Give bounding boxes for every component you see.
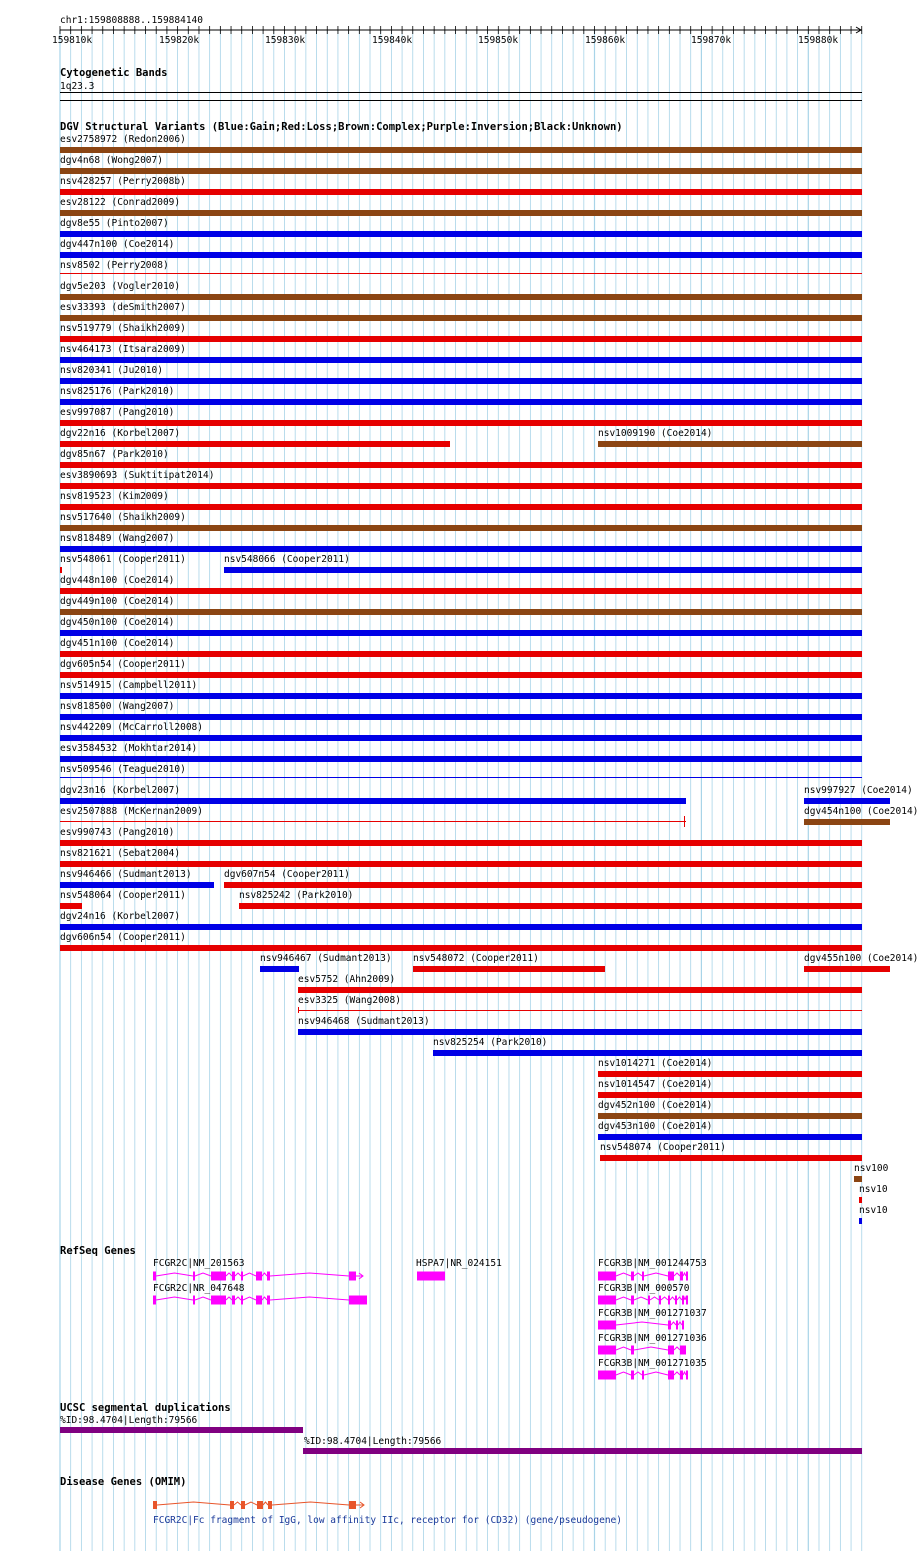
dgv-feature-label[interactable]: esv28122 (Conrad2009) bbox=[60, 197, 181, 208]
track-title-refseq[interactable]: RefSeq Genes bbox=[60, 1245, 136, 1257]
dgv-feature-label[interactable]: nsv548074 (Cooper2011) bbox=[600, 1142, 726, 1153]
refseq-gene-label[interactable]: FCGR3B|NM_000570 bbox=[598, 1283, 690, 1294]
dgv-feature-label[interactable]: nsv946468 (Sudmant2013) bbox=[298, 1016, 430, 1027]
dgv-feature-label[interactable]: dgv451n100 (Coe2014) bbox=[60, 638, 175, 649]
refseq-gene-label[interactable]: HSPA7|NR_024151 bbox=[416, 1258, 502, 1269]
track-title-omim[interactable]: Disease Genes (OMIM) bbox=[60, 1476, 187, 1488]
dgv-feature-label[interactable]: nsv464173 (Itsara2009) bbox=[60, 344, 186, 355]
dgv-feature-label[interactable]: nsv1014271 (Coe2014) bbox=[598, 1058, 713, 1069]
dgv-feature-label[interactable]: nsv1009190 (Coe2014) bbox=[598, 428, 713, 439]
dgv-feature-label[interactable]: esv3325 (Wang2008) bbox=[298, 995, 401, 1006]
ruler-tick-label: 159830k bbox=[265, 35, 306, 46]
dgv-feature-label[interactable]: dgv455n100 (Coe2014) bbox=[804, 953, 918, 964]
dgv-feature-label[interactable]: nsv428257 (Perry2008b) bbox=[60, 176, 186, 187]
dgv-feature-label[interactable]: nsv10 bbox=[859, 1205, 888, 1216]
exon bbox=[349, 1501, 356, 1509]
dgv-feature-label[interactable]: nsv548061 (Cooper2011) bbox=[60, 554, 186, 565]
refseq-gene-label[interactable]: FCGR2C|NR_047648 bbox=[153, 1283, 245, 1294]
dgv-feature-label[interactable]: nsv825242 (Park2010) bbox=[239, 890, 354, 901]
dgv-feature-label[interactable]: dgv5e203 (Vogler2010) bbox=[60, 281, 181, 292]
dgv-feature-label[interactable]: esv3890693 (Suktitipat2014) bbox=[60, 470, 215, 481]
segdup-label[interactable]: %ID:98.4704|Length:79566 bbox=[304, 1436, 442, 1447]
ruler-tick-label: 159820k bbox=[159, 35, 200, 46]
dgv-feature-label[interactable]: nsv548072 (Cooper2011) bbox=[413, 953, 539, 964]
dgv-feature-label[interactable]: dgv8e55 (Pinto2007) bbox=[60, 218, 169, 229]
dgv-feature-label[interactable]: dgv450n100 (Coe2014) bbox=[60, 617, 175, 628]
dgv-feature-label[interactable]: dgv606n54 (Cooper2011) bbox=[60, 932, 186, 943]
dgv-feature-label[interactable]: nsv825254 (Park2010) bbox=[433, 1037, 548, 1048]
ruler-tick-label: 159860k bbox=[585, 35, 626, 46]
refseq-gene-label[interactable]: FCGR3B|NM_001271036 bbox=[598, 1333, 707, 1344]
cytoband-label[interactable]: 1q23.3 bbox=[60, 81, 95, 92]
exon bbox=[230, 1501, 234, 1509]
dgv-feature-label[interactable]: nsv946466 (Sudmant2013) bbox=[60, 869, 192, 880]
dgv-feature-label[interactable]: esv2507888 (McKernan2009) bbox=[60, 806, 203, 817]
dgv-feature-label[interactable]: nsv548066 (Cooper2011) bbox=[224, 554, 350, 565]
dgv-feature-label[interactable]: dgv453n100 (Coe2014) bbox=[598, 1121, 713, 1132]
exon bbox=[153, 1501, 157, 1509]
dgv-feature-label[interactable]: nsv1014547 (Coe2014) bbox=[598, 1079, 713, 1090]
dgv-feature-label[interactable]: nsv820341 (Ju2010) bbox=[60, 365, 163, 376]
dgv-feature-label[interactable]: nsv100 bbox=[854, 1163, 889, 1174]
location-label: chr1:159808888..159884140 bbox=[60, 15, 203, 26]
dgv-feature-label[interactable]: nsv548064 (Cooper2011) bbox=[60, 890, 186, 901]
dgv-feature-label[interactable]: nsv8502 (Perry2008) bbox=[60, 260, 169, 271]
dgv-feature-label[interactable]: dgv454n100 (Coe2014) bbox=[804, 806, 918, 817]
ruler-tick-label: 159880k bbox=[798, 35, 839, 46]
dgv-feature-label[interactable]: dgv448n100 (Coe2014) bbox=[60, 575, 175, 586]
dgv-feature-label[interactable]: nsv819523 (Kim2009) bbox=[60, 491, 169, 502]
dgv-feature-label[interactable]: dgv22n16 (Korbel2007) bbox=[60, 428, 181, 439]
dgv-feature-label[interactable]: nsv509546 (Teague2010) bbox=[60, 764, 186, 775]
dgv-feature-label[interactable]: nsv10 bbox=[859, 1184, 888, 1195]
segdup-label[interactable]: %ID:98.4704|Length:79566 bbox=[60, 1415, 198, 1426]
dgv-feature-label[interactable]: esv990743 (Pang2010) bbox=[60, 827, 175, 838]
track-title-segdup[interactable]: UCSC segmental duplications bbox=[60, 1402, 231, 1414]
dgv-feature-label[interactable]: dgv4n68 (Wong2007) bbox=[60, 155, 163, 166]
refseq-gene-label[interactable]: FCGR3B|NM_001271035 bbox=[598, 1358, 707, 1369]
dgv-feature-label[interactable]: esv33393 (deSmith2007) bbox=[60, 302, 186, 313]
dgv-feature-label[interactable]: nsv519779 (Shaikh2009) bbox=[60, 323, 186, 334]
dgv-feature-label[interactable]: dgv85n67 (Park2010) bbox=[60, 449, 169, 460]
dgv-feature-label[interactable]: nsv514915 (Campbell2011) bbox=[60, 680, 198, 691]
dgv-feature-label[interactable]: esv5752 (Ahn2009) bbox=[298, 974, 396, 985]
ruler-tick-label: 159870k bbox=[691, 35, 732, 46]
dgv-feature-label[interactable]: dgv452n100 (Coe2014) bbox=[598, 1100, 713, 1111]
ruler-tick-label: 159840k bbox=[372, 35, 413, 46]
ruler-tick-label: 159810k bbox=[52, 35, 93, 46]
dgv-feature-label[interactable]: dgv447n100 (Coe2014) bbox=[60, 239, 175, 250]
refseq-gene-label[interactable]: FCGR3B|NM_001244753 bbox=[598, 1258, 707, 1269]
dgv-feature-label[interactable]: nsv818489 (Wang2007) bbox=[60, 533, 175, 544]
dgv-feature-label[interactable]: nsv818500 (Wang2007) bbox=[60, 701, 175, 712]
dgv-feature-label[interactable]: esv3584532 (Mokhtar2014) bbox=[60, 743, 198, 754]
refseq-gene-label[interactable]: FCGR3B|NM_001271037 bbox=[598, 1308, 707, 1319]
omim-gene-structure[interactable] bbox=[153, 1501, 364, 1509]
exon bbox=[268, 1501, 272, 1509]
dgv-feature-label[interactable]: nsv946467 (Sudmant2013) bbox=[260, 953, 392, 964]
ruler-tick-label: 159850k bbox=[478, 35, 519, 46]
refseq-gene-label[interactable]: FCGR2C|NM_201563 bbox=[153, 1258, 245, 1269]
dgv-feature-label[interactable]: nsv517640 (Shaikh2009) bbox=[60, 512, 186, 523]
dgv-feature-label[interactable]: nsv997927 (Coe2014) bbox=[804, 785, 913, 796]
dgv-feature-label[interactable]: nsv442209 (McCarroll2008) bbox=[60, 722, 203, 733]
exon bbox=[257, 1501, 263, 1509]
dgv-feature-label[interactable]: dgv607n54 (Cooper2011) bbox=[224, 869, 350, 880]
exon bbox=[241, 1501, 245, 1509]
dgv-feature-label[interactable]: dgv449n100 (Coe2014) bbox=[60, 596, 175, 607]
dgv-feature-label[interactable]: nsv821621 (Sebat2004) bbox=[60, 848, 181, 859]
omim-description-link[interactable]: FCGR2C|Fc fragment of IgG, low affinity IIc, receptor for (CD32) (gene/pseudogene) bbox=[153, 1515, 622, 1526]
dgv-feature-label[interactable]: esv2758972 (Redon2006) bbox=[60, 134, 186, 145]
dgv-feature-label[interactable]: esv997087 (Pang2010) bbox=[60, 407, 175, 418]
dgv-feature-label[interactable]: dgv605n54 (Cooper2011) bbox=[60, 659, 186, 670]
dgv-feature-label[interactable]: dgv23n16 (Korbel2007) bbox=[60, 785, 181, 796]
dgv-feature-label[interactable]: dgv24n16 (Korbel2007) bbox=[60, 911, 181, 922]
track-title-dgv[interactable]: DGV Structural Variants (Blue:Gain;Red:Loss;Brown:Complex;Purple:Inversion;Black:Unknown) bbox=[60, 121, 623, 133]
dgv-feature-label[interactable]: nsv825176 (Park2010) bbox=[60, 386, 175, 397]
track-title-cytoband[interactable]: Cytogenetic Bands bbox=[60, 67, 168, 79]
